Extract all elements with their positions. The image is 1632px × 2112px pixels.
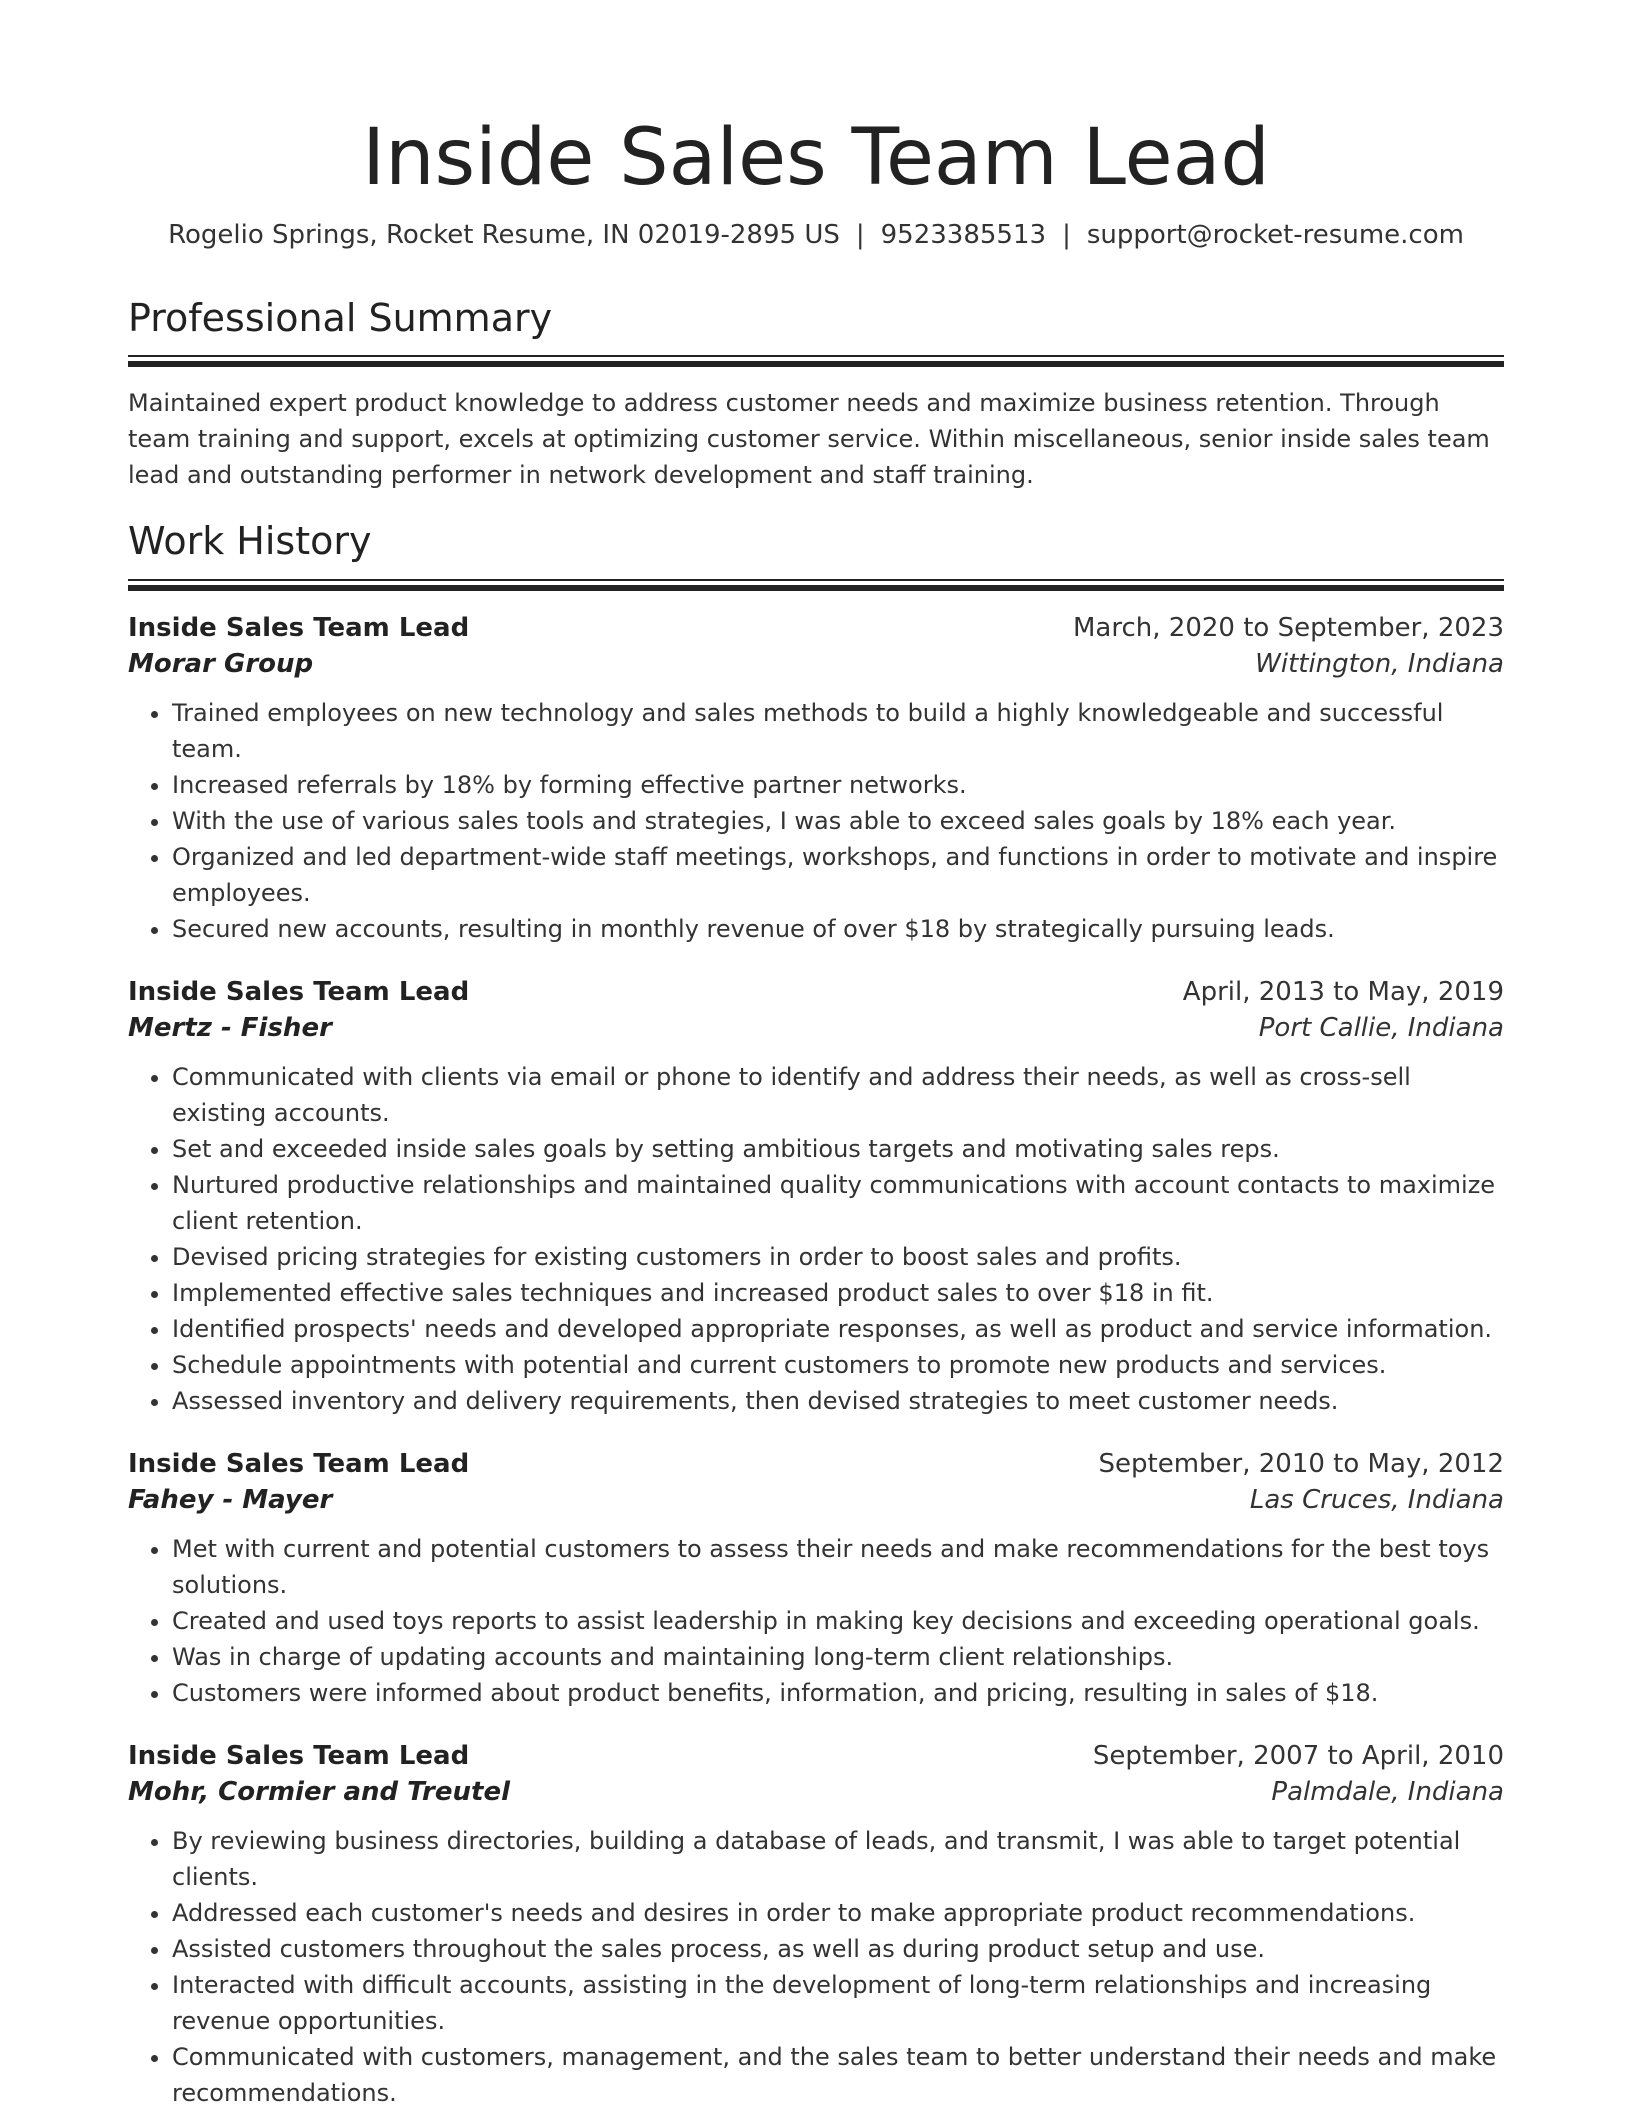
job-header-row xyxy=(128,1449,1504,1479)
job-location: Port Callie, Indiana xyxy=(1258,1012,1504,1043)
job-bullet: • Secured new accounts, resulting in monthly revenue of over $18 by strategically pursuing leads. xyxy=(172,911,1504,947)
job-bullet: • Nurtured productive relationships and maintained quality communications with account contacts to maximize client retention. xyxy=(172,1167,1504,1239)
job-bullet: • Assisted customers throughout the sales process, as well as during product setup and use. xyxy=(172,1931,1504,1967)
section-divider xyxy=(128,355,1504,367)
job-bullet: • Implemented effective sales techniques and increased product sales to over $18 in fit. xyxy=(172,1275,1504,1311)
job-bullet: • Increased referrals by 18% by forming effective partner networks. xyxy=(172,767,1504,803)
job-company-row xyxy=(128,1479,1504,1515)
job-bullet: • Set and exceeded inside sales goals by setting ambitious targets and motivating sales reps. xyxy=(172,1131,1504,1167)
job-title: Inside Sales Team Lead xyxy=(128,1448,470,1479)
job-entry xyxy=(128,1741,1504,2111)
contact-line xyxy=(128,220,1504,250)
job-bullet: • By reviewing business directories, building a database of leads, and transmit, I was able to target potential clients. xyxy=(172,1823,1504,1895)
job-bullet: • Trained employees on new technology and sales methods to build a highly knowledgeable and successful team. xyxy=(172,695,1504,767)
job-bullet: • Communicated with customers, management, and the sales team to better understand their needs and make recommendations. xyxy=(172,2039,1504,2111)
job-bullet: • Schedule appointments with potential and current customers to promote new products and services. xyxy=(172,1347,1504,1383)
job-bullet: • Identified prospects' needs and developed appropriate responses, as well as product and service information. xyxy=(172,1311,1504,1347)
job-dates: March, 2020 to September, 2023 xyxy=(1073,612,1504,643)
job-location: Palmdale, Indiana xyxy=(1271,1776,1504,1807)
job-bullet: • Customers were informed about product benefits, information, and pricing, resulting in sales of $18. xyxy=(172,1675,1504,1711)
job-bullet: • Met with current and potential customers to assess their needs and make recommendations for the best toys solutions. xyxy=(172,1531,1504,1603)
job-entry xyxy=(128,613,1504,947)
contact-email: support@rocket-resume.com xyxy=(1086,219,1464,250)
job-dates: September, 2010 to May, 2012 xyxy=(1098,1448,1504,1479)
job-company-row xyxy=(128,1007,1504,1043)
job-company: Mertz - Fisher xyxy=(128,1012,332,1043)
job-title: Inside Sales Team Lead xyxy=(128,612,470,643)
contact-address: Rogelio Springs, Rocket Resume, IN 02019-2895 US xyxy=(168,219,840,250)
job-company-row xyxy=(128,1771,1504,1807)
job-company: Fahey - Mayer xyxy=(128,1484,333,1515)
job-bullet: • Devised pricing strategies for existing customers in order to boost sales and profits. xyxy=(172,1239,1504,1275)
job-bullet: • With the use of various sales tools and strategies, I was able to exceed sales goals by 18% each year. xyxy=(172,803,1504,839)
job-location: Las Cruces, Indiana xyxy=(1249,1484,1504,1515)
job-header-row xyxy=(128,1741,1504,1771)
job-dates: April, 2013 to May, 2019 xyxy=(1182,976,1504,1007)
job-bullets xyxy=(128,695,1504,947)
job-entry xyxy=(128,977,1504,1419)
section-title-summary: Professional Summary xyxy=(128,295,553,340)
job-bullet: • Was in charge of updating accounts and maintaining long-term client relationships. xyxy=(172,1639,1504,1675)
resume-name: Inside Sales Team Lead xyxy=(362,113,1270,203)
job-bullets xyxy=(128,1531,1504,1711)
job-bullet: • Assessed inventory and delivery requirements, then devised strategies to meet customer needs. xyxy=(172,1383,1504,1419)
job-title: Inside Sales Team Lead xyxy=(128,976,470,1007)
job-bullets xyxy=(128,1059,1504,1419)
job-entry xyxy=(128,1449,1504,1711)
job-dates: September, 2007 to April, 2010 xyxy=(1092,1740,1504,1771)
contact-separator: | xyxy=(855,219,865,250)
job-bullet: • Interacted with difficult accounts, assisting in the development of long-term relationships and increasing revenue opportunities. xyxy=(172,1967,1504,2039)
job-company-row xyxy=(128,643,1504,679)
job-header-row xyxy=(128,613,1504,643)
contact-separator: | xyxy=(1062,219,1071,250)
job-bullet: • Created and used toys reports to assist leadership in making key decisions and exceeding operational goals. xyxy=(172,1603,1504,1639)
section-title-work-history: Work History xyxy=(128,519,372,564)
job-title: Inside Sales Team Lead xyxy=(128,1740,470,1771)
job-company: Morar Group xyxy=(128,648,314,679)
summary-text: Maintained expert product knowledge to address customer needs and maximize business retention. Through team training and support, excels at optimizing customer service. Within miscellaneous, senior inside sales team lead and outstanding performer in network development and staff training. xyxy=(128,389,1490,490)
section-divider xyxy=(128,579,1504,591)
job-company: Mohr, Cormier and Treutel xyxy=(128,1776,510,1807)
job-bullet: • Organized and led department-wide staff meetings, workshops, and functions in order to motivate and inspire employees. xyxy=(172,839,1504,911)
job-bullet: • Addressed each customer's needs and desires in order to make appropriate product recommendations. xyxy=(172,1895,1504,1931)
job-header-row xyxy=(128,977,1504,1007)
job-location: Wittington, Indiana xyxy=(1255,648,1504,679)
job-bullet: • Communicated with clients via email or phone to identify and address their needs, as well as cross-sell existing accounts. xyxy=(172,1059,1504,1131)
resume-page xyxy=(128,112,1504,2111)
contact-phone: 9523385513 xyxy=(880,219,1047,250)
job-bullets xyxy=(128,1823,1504,2111)
